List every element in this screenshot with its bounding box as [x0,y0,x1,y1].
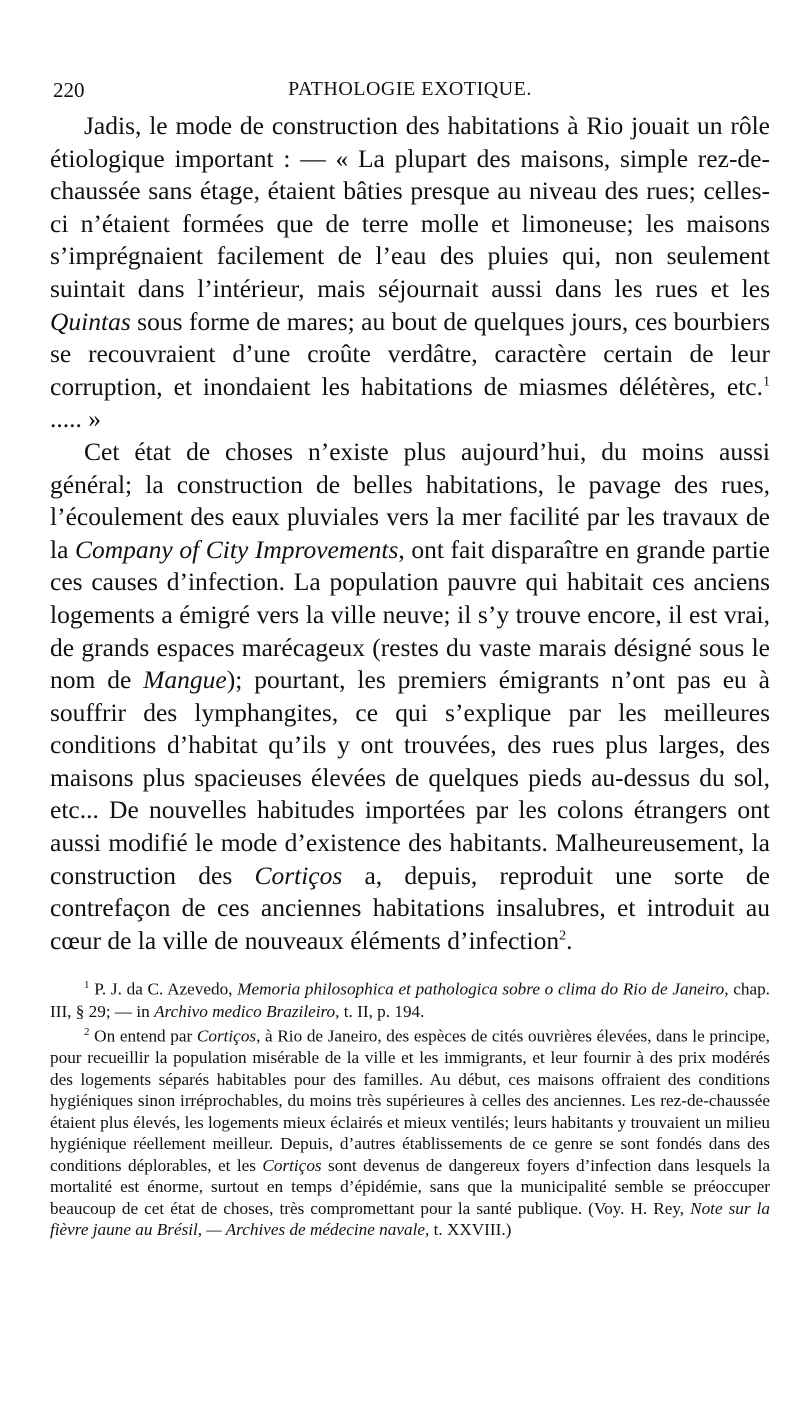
page-number: 220 [53,78,85,102]
footnote: $^1$ P. J. da C. Azevedo, Memoria philosophica et pathologica sobre o clima do Rio de Janeiro, chap. III, § 29; — in Archivo medico Brazileiro, t. II, p. 194. [50,979,770,1021]
paragraph: Cet état de choses n’existe plus aujourd’hui, du moins aussi général; la construction de belles habitations, le pavage des rues, l’écoulement des eaux pluviales vers la mer facilité par les travaux de la Company of City Improvements, ont fait disparaître en grande partie ces causes d’infection. La population pauvre qui habitait ces anciens logements a émigré vers la ville neuve; il s’y trouve encore, il est vrai, de grands espaces marécageux (restes du vaste marais désigné sous le nom de Mangue); pourtant, les premiers émigrants n’ont pas eu à souffrir des lymphangites, ce qui s’explique par les meilleures conditions d’habitat qu’ils y ont trouvées, des rues plus larges, des maisons plus spacieuses élevées de quelques pieds au-dessus du sol, etc... De nouvelles habitudes importées par les colons étrangers ont aussi modifié le mode d’existence des habitants. Malheureusement, la construction des Cortiços a, depuis, reproduit une sorte de contrefaçon de ces anciennes habitations insalubres, et introduit au cœur de la ville de nouveaux éléments d’infection$^2$. [50,436,771,955]
footnote-ref: 1 [763,374,770,390]
running-title: PATHOLOGIE EXOTIQUE. [288,78,532,100]
page-header [50,70,770,108]
footnote: $^2$ On entend par Cortiços, à Rio de Janeiro, des espèces de cités ouvrières élevées, dans le principe, pour recueillir la population misérable de la ville et les immigrants, et leur fournir à des prix modérés des logements séparés habitables pour des familles. Au début, ces maisons offraient des conditions hygiéniques sinon irréprochables, du moins très supérieures à celles des anciennes. Les rez-de-chaussée étaient plus élevés, les logements mieux éclairés et mieux ventilés; leurs habitants y trouvaient un milieu hygiénique réellement meilleur. Depuis, d’autres établissements de ce genre se sont fondés dans des conditions déplorables, et les Cortiços sont devenus de dangereux foyers d’infection dans lesquels la mortalité est énorme, surtout en temps d’épidémie, sans que la municipalité semble se préoccuper beaucoup de cet état de choses, très compromettant pour la santé publique. (Voy. H. Rey, Note sur la fièvre jaune au Brésil, — Archives de médecine navale, t. XXVIII.) [50,1026,770,1240]
paragraph: Jadis, le mode de construction des habitations à Rio jouait un rôle étiologique important : — « La plupart des maisons, simple rez-de-chaussée sans étage, étaient bâties presque au niveau des rues; celles-ci n’étaient formées que de terre molle et limoneuse; les maisons s’imprégnaient facilement de l’eau des pluies qui, non seulement suintait dans l’intérieur, mais séjournait aussi dans les rues et les Quintas sous forme de mares; au bout de quelques jours, ces bourbiers se recouvraient d’une croûte verdâtre, caractère certain de leur corruption, et inondaient les habitations de miasmes délétères, etc.$^1$ ..... » [50,111,770,434]
book-page [50,70,770,1241]
footnotes [50,975,770,1240]
main-text [50,110,770,957]
footnote-ref: 2 [559,928,567,944]
